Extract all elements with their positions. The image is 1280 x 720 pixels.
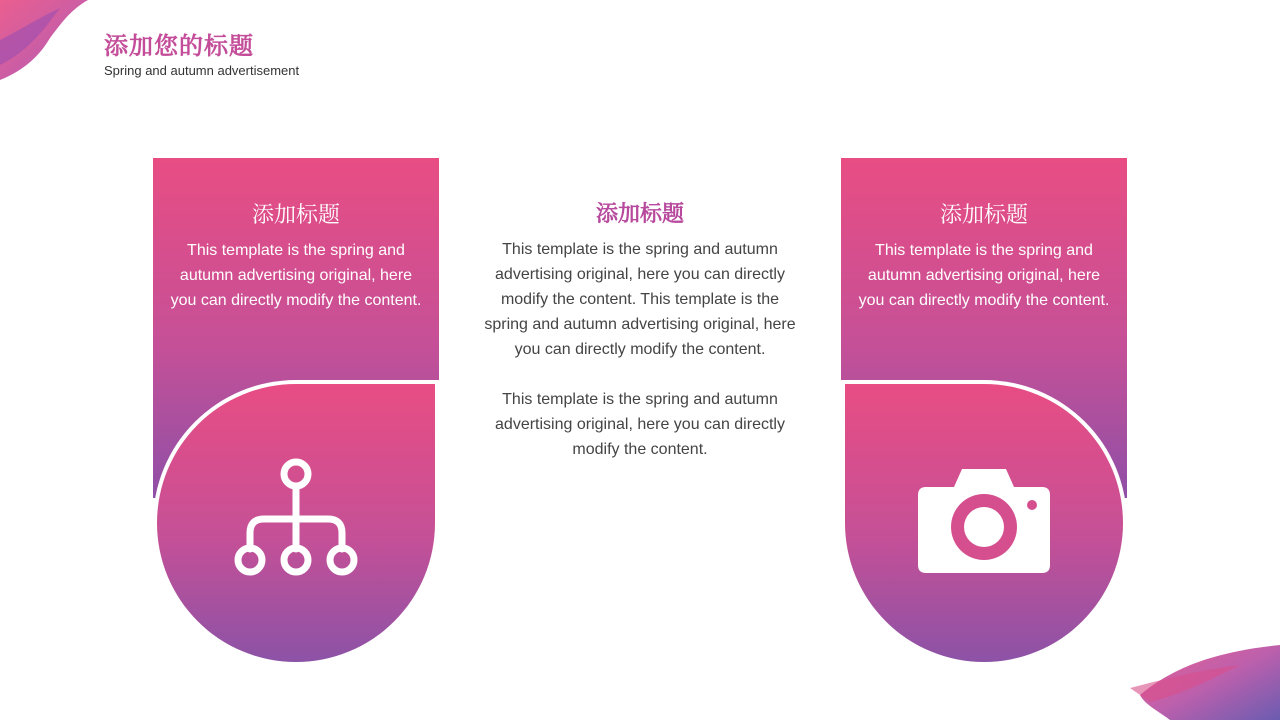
card-title: 添加标题: [251, 202, 340, 227]
hierarchy-icon: [230, 457, 362, 589]
icon-circle-ring: [841, 380, 1127, 666]
card-text: This template is the spring and autumn advertising original, here you can directly modify the content.: [858, 242, 1110, 309]
center-paragraph: This template is the spring and autumn advertising original, here you can directly modify the content.: [495, 391, 785, 458]
brush-decoration-bottom-right: [1130, 640, 1280, 720]
icon-circle: [845, 384, 1123, 662]
card-text: This template is the spring and autumn advertising original, here you can directly modify the content.: [170, 242, 422, 309]
center-paragraph: This template is the spring and autumn advertising original, here you can directly modify the content. This template is the spring and autumn advertising original, here you can directly modify the content.: [484, 241, 796, 358]
feature-card-right: [841, 158, 1127, 666]
page-subtitle: Spring and autumn advertisement: [104, 63, 300, 78]
card-title: 添加标题: [939, 202, 1028, 227]
center-text-block: [480, 237, 800, 487]
center-title: 添加标题: [595, 201, 684, 226]
feature-card-left: [153, 158, 439, 666]
brush-decoration-top-left: [0, 0, 100, 82]
camera-icon: [918, 457, 1050, 589]
icon-circle: [157, 384, 435, 662]
icon-circle-ring: [153, 380, 439, 666]
page-title: 添加您的标题: [104, 33, 254, 60]
